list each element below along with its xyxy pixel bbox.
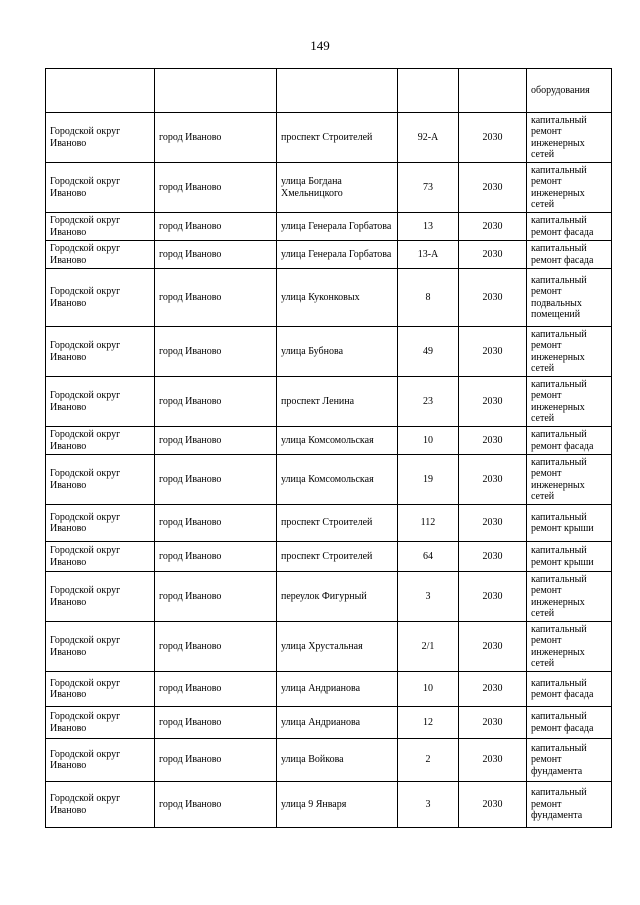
table-row [46, 672, 612, 707]
work-cell: капитальный ремонт инженерных сетей [527, 377, 612, 427]
house-cell: 49 [398, 327, 459, 377]
work-cell: капитальный ремонт инженерных сетей [527, 455, 612, 505]
city-cell: город Иваново [155, 782, 277, 828]
street-cell: улица Андрианова [277, 707, 398, 739]
table-row [46, 163, 612, 213]
year-cell: 2030 [459, 377, 527, 427]
house-cell: 10 [398, 672, 459, 707]
work-cell: оборудования [527, 69, 612, 113]
work-cell: капитальный ремонт крыши [527, 505, 612, 542]
work-cell: капитальный ремонт фасада [527, 241, 612, 269]
municipality-cell: Городской округ Иваново [46, 377, 155, 427]
street-cell: проспект Строителей [277, 505, 398, 542]
work-cell: капитальный ремонт крыши [527, 542, 612, 572]
house-cell: 92-А [398, 113, 459, 163]
municipality-cell: Городской округ Иваново [46, 241, 155, 269]
year-cell: 2030 [459, 622, 527, 672]
street-cell: улица Комсомольская [277, 455, 398, 505]
house-cell: 13 [398, 213, 459, 241]
table-row [46, 542, 612, 572]
house-cell [398, 69, 459, 113]
work-cell: капитальный ремонт инженерных сетей [527, 327, 612, 377]
house-cell: 3 [398, 782, 459, 828]
table-row [46, 427, 612, 455]
house-cell: 73 [398, 163, 459, 213]
city-cell: город Иваново [155, 739, 277, 782]
work-cell: капитальный ремонт инженерных сетей [527, 622, 612, 672]
municipality-cell: Городской округ Иваново [46, 455, 155, 505]
work-cell: капитальный ремонт фасада [527, 427, 612, 455]
street-cell: проспект Строителей [277, 542, 398, 572]
table-row [46, 269, 612, 327]
year-cell: 2030 [459, 213, 527, 241]
year-cell: 2030 [459, 113, 527, 163]
work-cell: капитальный ремонт фундамента [527, 739, 612, 782]
city-cell: город Иваново [155, 707, 277, 739]
municipality-cell: Городской округ Иваново [46, 572, 155, 622]
table-row [46, 622, 612, 672]
work-cell: капитальный ремонт инженерных сетей [527, 163, 612, 213]
municipality-cell: Городской округ Иваново [46, 113, 155, 163]
table-row [46, 572, 612, 622]
house-cell: 8 [398, 269, 459, 327]
year-cell: 2030 [459, 739, 527, 782]
city-cell: город Иваново [155, 427, 277, 455]
table-row [46, 739, 612, 782]
year-cell: 2030 [459, 327, 527, 377]
year-cell: 2030 [459, 455, 527, 505]
municipality-cell: Городской округ Иваново [46, 782, 155, 828]
page-number: 149 [310, 38, 330, 53]
municipality-cell: Городской округ Иваново [46, 427, 155, 455]
city-cell: город Иваново [155, 327, 277, 377]
house-cell: 3 [398, 572, 459, 622]
work-cell: капитальный ремонт фасада [527, 213, 612, 241]
year-cell: 2030 [459, 542, 527, 572]
year-cell: 2030 [459, 163, 527, 213]
table-row [46, 113, 612, 163]
year-cell [459, 69, 527, 113]
city-cell: город Иваново [155, 113, 277, 163]
city-cell: город Иваново [155, 542, 277, 572]
street-cell: улица Андрианова [277, 672, 398, 707]
municipality-cell: Городской округ Иваново [46, 672, 155, 707]
municipality-cell: Городской округ Иваново [46, 269, 155, 327]
municipality-cell: Городской округ Иваново [46, 327, 155, 377]
year-cell: 2030 [459, 427, 527, 455]
house-cell: 112 [398, 505, 459, 542]
street-cell: улица Комсомольская [277, 427, 398, 455]
continuation-row [46, 69, 612, 113]
street-cell: проспект Ленина [277, 377, 398, 427]
house-cell: 12 [398, 707, 459, 739]
municipality-cell: Городской округ Иваново [46, 622, 155, 672]
table-row [46, 241, 612, 269]
work-cell: капитальный ремонт фундамента [527, 782, 612, 828]
house-cell: 13-А [398, 241, 459, 269]
year-cell: 2030 [459, 269, 527, 327]
city-cell: город Иваново [155, 163, 277, 213]
work-cell: капитальный ремонт фасада [527, 707, 612, 739]
municipality-cell: Городской округ Иваново [46, 505, 155, 542]
street-cell: улица 9 Января [277, 782, 398, 828]
house-cell: 2 [398, 739, 459, 782]
table-body [46, 113, 612, 828]
city-cell: город Иваново [155, 505, 277, 542]
table-row [46, 505, 612, 542]
city-cell: город Иваново [155, 455, 277, 505]
work-cell: капитальный ремонт фасада [527, 672, 612, 707]
city-cell: город Иваново [155, 622, 277, 672]
city-cell: город Иваново [155, 241, 277, 269]
street-cell [277, 69, 398, 113]
municipality-cell: Городской округ Иваново [46, 213, 155, 241]
street-cell: проспект Строителей [277, 113, 398, 163]
repair-registry-table [45, 68, 612, 828]
year-cell: 2030 [459, 707, 527, 739]
house-cell: 2/1 [398, 622, 459, 672]
city-cell [155, 69, 277, 113]
work-cell: капитальный ремонт инженерных сетей [527, 113, 612, 163]
street-cell: улица Генерала Горбатова [277, 213, 398, 241]
house-cell: 19 [398, 455, 459, 505]
table-row [46, 377, 612, 427]
table-row [46, 782, 612, 828]
year-cell: 2030 [459, 672, 527, 707]
house-cell: 64 [398, 542, 459, 572]
city-cell: город Иваново [155, 572, 277, 622]
table-row [46, 213, 612, 241]
street-cell: улица Войкова [277, 739, 398, 782]
street-cell: улица Бубнова [277, 327, 398, 377]
work-cell: капитальный ремонт инженерных сетей [527, 572, 612, 622]
table-row [46, 707, 612, 739]
work-cell: капитальный ремонт подвальных помещений [527, 269, 612, 327]
year-cell: 2030 [459, 782, 527, 828]
house-cell: 23 [398, 377, 459, 427]
street-cell: переулок Фигурный [277, 572, 398, 622]
table-row [46, 455, 612, 505]
city-cell: город Иваново [155, 269, 277, 327]
street-cell: улица Куконковых [277, 269, 398, 327]
house-cell: 10 [398, 427, 459, 455]
street-cell: улица Хрустальная [277, 622, 398, 672]
table-row [46, 327, 612, 377]
city-cell: город Иваново [155, 672, 277, 707]
municipality-cell: Городской округ Иваново [46, 163, 155, 213]
municipality-cell: Городской округ Иваново [46, 707, 155, 739]
street-cell: улица Богдана Хмельницкого [277, 163, 398, 213]
city-cell: город Иваново [155, 213, 277, 241]
municipality-cell: Городской округ Иваново [46, 542, 155, 572]
year-cell: 2030 [459, 505, 527, 542]
municipality-cell: Городской округ Иваново [46, 739, 155, 782]
city-cell: город Иваново [155, 377, 277, 427]
street-cell: улица Генерала Горбатова [277, 241, 398, 269]
municipality-cell [46, 69, 155, 113]
year-cell: 2030 [459, 572, 527, 622]
year-cell: 2030 [459, 241, 527, 269]
